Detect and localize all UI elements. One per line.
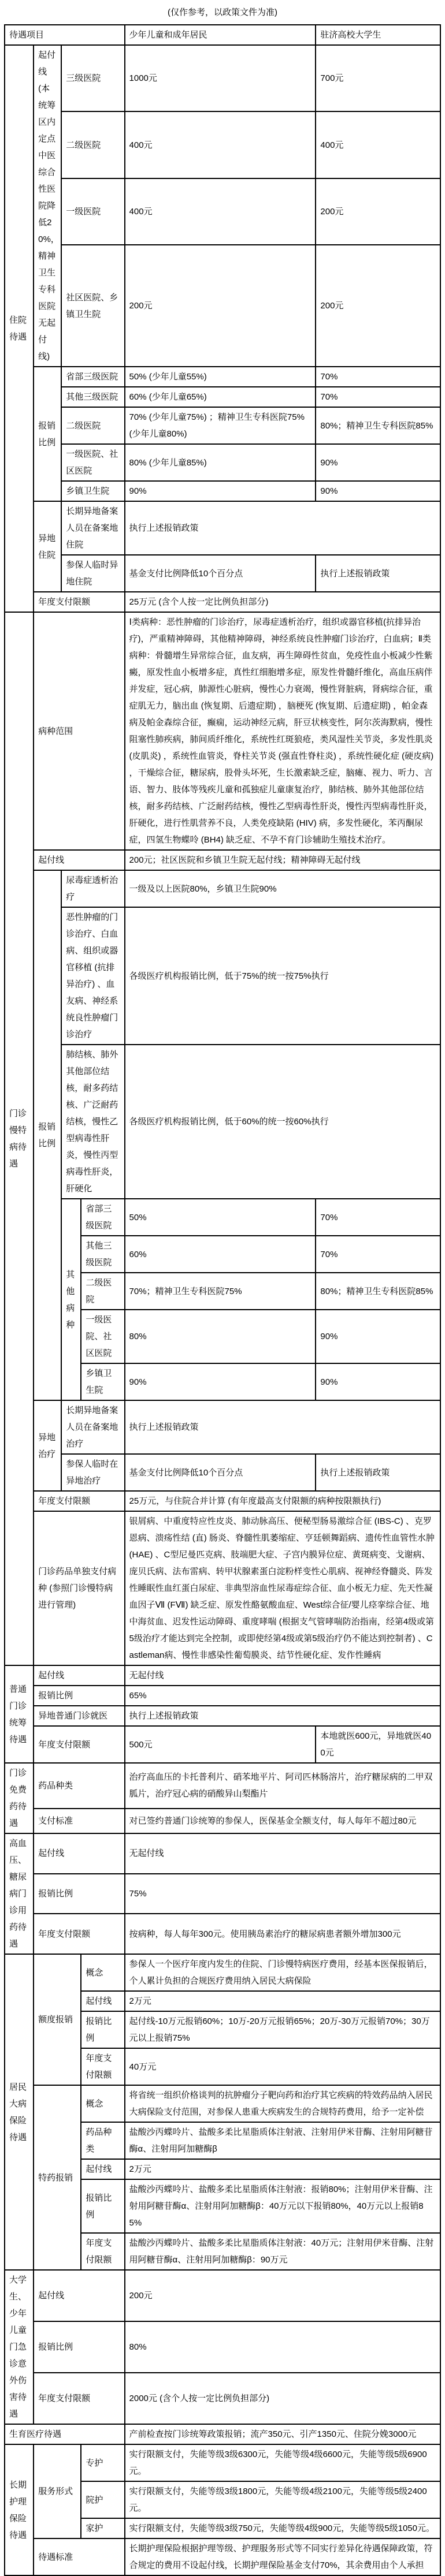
table-row <box>5 2373 440 2424</box>
table-row <box>5 407 440 444</box>
row-label: 一级医院、社区医院 <box>61 444 124 481</box>
row-label: 门诊药品单独支付病种 (参照门诊慢特病进行管理) <box>34 1511 124 1665</box>
table-row <box>5 1665 440 1686</box>
value-cell: 60% <box>125 1236 316 1273</box>
row-label: 三级医院 <box>61 45 124 111</box>
value-cell: 200元 <box>125 245 316 367</box>
value-cell: 70% <box>316 367 440 387</box>
row-label: 年度支付限额 <box>34 1726 124 1763</box>
value-cell: 参保人一个医疗年度内发生的住院、门诊慢特病医疗费用，经基本医保报销后，个人累计负担的合规医疗费用纳入居民大病保险 <box>125 1954 440 1991</box>
row-label: 起付线 <box>34 1665 124 1686</box>
row-label: 概念 <box>81 2085 124 2122</box>
table-row <box>5 481 440 501</box>
row-label: 长期异地备案人员在备案地住院 <box>61 501 124 555</box>
table-row <box>5 501 440 555</box>
value-cell: 40万元 <box>125 2048 440 2085</box>
value-cell: 200元 <box>316 178 440 245</box>
row-label: 报销比例 <box>34 367 61 501</box>
value-cell: 1000元 <box>125 45 316 111</box>
section-label: 大学生、少年儿童门急诊意外伤害待遇 <box>5 2270 34 2424</box>
table-row <box>5 2270 440 2321</box>
table-row <box>5 2085 440 2122</box>
row-label: 省部三级医院 <box>61 367 124 387</box>
value-cell: 50% <box>125 1199 316 1236</box>
row-label: 概念 <box>81 1954 124 1991</box>
row-label: 异地普通门诊就医 <box>34 1706 124 1726</box>
row-label: 年度支付限额 <box>81 2233 124 2270</box>
row-label: 一级医院 <box>61 178 124 245</box>
table-row <box>5 178 440 245</box>
table-row <box>5 1833 440 1874</box>
row-label: 药品种类 <box>81 2122 124 2159</box>
table-row <box>5 2444 440 2481</box>
row-label: 二级医院 <box>61 407 124 444</box>
value-cell: 基金支付比例降低10个百分点 <box>125 555 316 592</box>
value-cell: 400元 <box>125 111 316 178</box>
table-row <box>5 907 440 1045</box>
row-label: 年度支付限额 <box>34 1914 124 1954</box>
section-label: 门诊免费药待遇 <box>5 1763 34 1833</box>
value-cell: 实行限额支付，失能等级3级750元，失能等级4级900元，失能等级5级1050元。 <box>125 2518 440 2538</box>
benefits-table <box>4 24 441 2576</box>
value-cell: 对已签约普通门诊统筹的参保人，医保基金全额支付，每人每年不超过80元 <box>125 1809 440 1833</box>
row-label: 药品种类 <box>34 1763 124 1809</box>
section-label: 居民大病保险待遇 <box>5 1954 34 2270</box>
row-label: 其他三级医院 <box>81 1236 124 1273</box>
row-label: 乡镇卫生院 <box>61 481 124 501</box>
value-cell: 银屑病、中重度特应性皮炎、肺动脉高压、便秘型肠易激综合征 (IBS-C) 、克罗恩病、溃疡性结 (直) 肠炎、脊髓性肌萎缩症、亨廷顿舞蹈病、遗传性血管性水肿 (HAE) 、C型尼曼匹克病、肢端肥大症、子宫内膜异位症、黄斑病变、戈谢病、庞贝氏病、法布雷病、转甲状腺素蛋白淀粉样变性心肌病、视神经脊髓炎、阵发性睡眠性血红蛋白尿症、非典型溶血性尿毒症综合征、血小板无力症、先天性凝血因子Ⅶ (FⅦ) 缺乏症、原发性酪氨酸血症、West综合征/婴儿痉挛综合征、地中海贫血、迟发性运动障碍、重度哮喘 (根据支气管哮喘防治指南，经第4级或第5级治疗才能达到完全控制，或即使经第4级或第5级治疗仍不能达到控制者) 、Castleman病、慢性非感染性葡萄膜炎、结节性硬化症、发作性睡病 <box>125 1511 440 1665</box>
value-cell: 200元 <box>316 245 440 367</box>
value-cell: 90% <box>316 1310 440 1363</box>
table-row <box>5 870 440 907</box>
value-cell: Ⅰ类病种：恶性肿瘤的门诊治疗，尿毒症透析治疗，组织或器官移植(抗排异治疗)，严重精神障碍，其他精神障碍，神经系统良性肿瘤门诊治疗，白血病；Ⅱ类病种：骨髓增生异常综合征，血友病，再生障碍性贫血，免疫性血小板减少性紫癜，原发性血小板增多症，真性红细胞增多症，原发性骨髓纤维化，高血压病伴并发症，冠心病，肺源性心脏病，慢性心力衰竭，慢性肾脏病，肾病综合征，重症肌无力，脑出血 (恢复期、后遗症期) ，脑梗死 (恢复期、后遗症期) ，帕金森病及帕金森综合征，癫痫，运动神经元病，肝豆状核变性，阿尔茨海默病，慢性阻塞性肺疾病，肺间质纤维化，系统性红斑狼疮，类风湿性关节炎，多发性肌炎 (皮肌炎) ，系统性血管炎，脊柱关节炎 (强直性脊柱炎) ，系统性硬化症 (硬皮病) ，干燥综合征，糖尿病，股骨头坏死，生长激素缺乏症，脑瘫、视力、听力、言语、智力、肢体等残疾儿童和孤独症儿童康复治疗，肺结核、肺外其他部位结核，耐多药结核、广泛耐药结核，慢性乙型病毒性肝炎，慢性丙型病毒性肝炎，肝硬化，进行性肌营养不良，人类免疫缺陷 (HIV) 病，多发性硬化，苯丙酮尿症，四氢生物蝶呤 (BH4) 缺乏症、不孕不育门诊辅助生殖技术治疗。 <box>125 612 440 850</box>
value-cell: 无起付线 <box>125 1665 440 1686</box>
row-label: 专护 <box>81 2444 124 2481</box>
row-label: 报销比例 <box>34 1874 124 1914</box>
row-label: 异地住院 <box>34 501 61 592</box>
table-row <box>5 2538 440 2575</box>
value-cell: 200元 <box>125 2270 440 2321</box>
row-label: 恶性肿瘤的门诊治疗、白血病、组织或器官移植 (抗排异治疗) 、血友病、神经系统良性肿瘤门诊治疗 <box>61 907 124 1045</box>
value-cell: 按病种，每人每年300元。使用胰岛素治疗的糖尿病患者额外增加300元 <box>125 1914 440 1954</box>
value-cell: 90% <box>316 1363 440 1400</box>
table-row <box>5 1686 440 1706</box>
row-label: 省部三级医院 <box>81 1199 124 1236</box>
table-row <box>5 1914 440 1954</box>
value-cell: 盐酸沙丙蝶呤片、盐酸多柔比星脂质体注射液：报销80%；注射用伊米苷酶、注射用阿糖苷酶α、注射用阿加糖酶β：40万元以下报销80%，40万元以上报销85% <box>125 2179 440 2233</box>
table-row <box>5 367 440 387</box>
table-row <box>5 387 440 407</box>
row-label: 起付线 (本统筹区内定点中医综合性医院降低20%，精神卫生专科医院无起付线) <box>34 45 61 367</box>
section-label: 高血压、糖尿病门诊用药待遇 <box>5 1833 34 1954</box>
row-label: 年度支付限额 <box>81 2048 124 2085</box>
table-row <box>5 2321 440 2373</box>
table-row <box>5 1874 440 1914</box>
row-label: 年度支付限额 <box>34 1491 124 1511</box>
table-row <box>5 1726 440 1763</box>
section-label: 普通门诊统筹待遇 <box>5 1665 34 1763</box>
value-cell: 90% <box>316 444 440 481</box>
row-label: 服务形式 <box>34 2444 81 2538</box>
value-cell: 各级医疗机构报销比例，低于75%的统一按75%执行 <box>125 907 440 1045</box>
value-cell: 80%；精神卫生专科医院85% <box>316 1273 440 1310</box>
value-cell: 70%；精神卫生专科医院75% <box>125 1273 316 1310</box>
value-cell: 执行上述报销政策 <box>316 1454 440 1491</box>
value-cell: 400元 <box>316 111 440 178</box>
value-cell: 75% <box>125 1874 440 1914</box>
value-cell: 基金支付比例降低10个百分点 <box>125 1454 316 1491</box>
value-cell: 将省统一组织价格谈判的抗肿瘤分子靶向药和治疗其它疾病的特效药品纳入居民大病保险支付范围，对参保人患重大疾病发生的合规特药费用，给予一定补偿 <box>125 2085 440 2122</box>
row-label: 异地治疗 <box>34 1400 61 1491</box>
table-row <box>5 1706 440 1726</box>
table-row <box>5 592 440 612</box>
value-cell: 70% <box>316 1236 440 1273</box>
table-row <box>5 245 440 367</box>
value-cell: 80% <box>125 2321 440 2373</box>
value-cell: 70% <box>316 387 440 407</box>
table-row <box>5 25 440 45</box>
row-label: 报销比例 <box>34 2321 124 2373</box>
value-cell: 80% (少年儿童85%) <box>125 444 316 481</box>
row-label: 院护 <box>81 2481 124 2518</box>
column-header: 驻济高校大学生 <box>316 25 440 45</box>
table-row <box>5 850 440 870</box>
table-row <box>5 1400 440 1454</box>
value-cell: 一级及以上医院80%，乡镇卫生院90% <box>125 870 440 907</box>
table-row <box>5 444 440 481</box>
row-label: 长期异地备案人员在备案地治疗 <box>61 1400 124 1454</box>
value-cell: 执行上述报销政策 <box>316 555 440 592</box>
column-header: 少年儿童和成年居民 <box>125 25 316 45</box>
row-label: 报销比例 <box>81 2179 124 2233</box>
table-row <box>5 1763 440 1809</box>
page-title: (仅作参考，以政策文件为准) <box>168 8 277 17</box>
value-cell: 80%；精神卫生专科医院85% <box>316 407 440 444</box>
row-label: 报销比例 <box>34 1686 124 1706</box>
section-label: 门诊慢特病待遇 <box>5 612 34 1665</box>
section-label: 住院待遇 <box>5 45 34 612</box>
value-cell: 70% (少年儿童75%) ；精神卫生专科医院75% (少年儿童80%) <box>125 407 316 444</box>
row-label: 参保人临时在异地治疗 <box>61 1454 124 1491</box>
row-label: 额度报销 <box>34 1954 81 2085</box>
table-row <box>5 1511 440 1665</box>
value-cell: 2万元 <box>125 1991 440 2011</box>
value-cell: 执行上述报销政策 <box>125 1706 440 1726</box>
row-label: 乡镇卫生院 <box>81 1363 124 1400</box>
value-cell: 本地就医600元，异地就医400元 <box>316 1726 440 1763</box>
value-cell: 90% <box>125 1363 316 1400</box>
table-row <box>5 1454 440 1491</box>
table-row <box>5 555 440 592</box>
value-cell: 治疗高血压的卡托普利片、硝苯地平片、阿司匹林肠溶片，治疗糖尿病的二甲双胍片，治疗冠心病的硝酸异山梨酯片 <box>125 1763 440 1809</box>
value-cell: 实行限额支付，失能等级3级1800元，失能等级4级2100元，失能等级5级2400元。 <box>125 2481 440 2518</box>
value-cell: 700元 <box>316 45 440 111</box>
value-cell: 25万元 (含个人按一定比例负担部分) <box>125 592 440 612</box>
table-row <box>5 45 440 111</box>
row-label: 其他病种 <box>61 1199 81 1400</box>
row-label: 年度支付限额 <box>34 592 124 612</box>
row-label: 报销比例 <box>34 870 61 1400</box>
value-cell: 产前检查按门诊统筹政策报销；流产350元、引产1350元、住院分娩3000元 <box>125 2424 440 2444</box>
table-row <box>5 1809 440 1833</box>
value-cell: 65% <box>125 1686 440 1706</box>
row-label: 一级医院、社区医院 <box>81 1310 124 1363</box>
section-label: 生育医疗待遇 <box>5 2424 125 2444</box>
row-label: 起付线 <box>34 1833 124 1874</box>
section-label: 长期护理保险待遇 <box>5 2444 34 2575</box>
value-cell: 200元；社区医院和乡镇卫生院无起付线；精神障碍无起付线 <box>125 850 440 870</box>
row-label: 起付线 <box>81 1991 124 2011</box>
value-cell: 执行上述报销政策 <box>125 501 440 555</box>
table-row <box>5 2424 440 2444</box>
value-cell: 盐酸沙丙蝶呤片、盐酸多柔比星脂质体注射液、注射用伊米苷酶、注射用阿糖苷酶α、注射用阿加糖酶β <box>125 2122 440 2159</box>
value-cell: 400元 <box>125 178 316 245</box>
value-cell: 长期护理保险根据护理等级、护理服务形式等不同实行差异化待遇保障政策，符合规定的费用不设起付线，长期护理保险基金支付70%，其余费用由个人承担 <box>125 2538 440 2575</box>
value-cell: 25万元，与住院合并计算 (有年度最高支付限额的病种按限额执行) <box>125 1491 440 1511</box>
row-label: 尿毒症透析治疗 <box>61 870 124 907</box>
value-cell: 无起付线 <box>125 1833 440 1874</box>
table-row <box>5 1199 440 1236</box>
row-label: 年度支付限额 <box>34 2373 124 2424</box>
value-cell: 50% (少年儿童55%) <box>125 367 316 387</box>
value-cell: 各级医疗机构报销比例，低于60%的统一按60%执行 <box>125 1045 440 1199</box>
row-label: 待遇标准 <box>34 2538 124 2575</box>
value-cell: 盐酸沙丙蝶呤片、盐酸多柔比星脂质体注射液：40万元；注射用伊米苷酶、注射用阿糖苷酶α、注射用阿加糖酶β：90万元 <box>125 2233 440 2270</box>
value-cell: 执行上述报销政策 <box>125 1400 440 1454</box>
value-cell: 90% <box>316 481 440 501</box>
value-cell: 80% <box>125 1310 316 1363</box>
row-label: 报销比例 <box>81 2011 124 2048</box>
value-cell: 2000元 (含个人按一定比例负担部分) <box>125 2373 440 2424</box>
row-label: 肺结核、肺外其他部位结核，耐多药结核、广泛耐药结核，慢性乙型病毒性肝炎，慢性丙型病毒性肝炎，肝硬化 <box>61 1045 124 1199</box>
table-row <box>5 1954 440 1991</box>
row-label: 起付线 <box>34 2270 124 2321</box>
value-cell: 70% <box>316 1199 440 1236</box>
value-cell: 90% <box>125 481 316 501</box>
row-label: 家护 <box>81 2518 124 2538</box>
row-label: 支付标准 <box>34 1809 124 1833</box>
value-cell: 2万元 <box>125 2159 440 2179</box>
value-cell: 500元 <box>125 1726 316 1763</box>
value-cell: 60% (少年儿童65%) <box>125 387 316 407</box>
value-cell: 起付线-10万元报销60%；10万-20万元报销65%；20万-30万元报销70%；30万元以上报销75% <box>125 2011 440 2048</box>
row-label: 参保人临时异地住院 <box>61 555 124 592</box>
row-label: 起付线 <box>81 2159 124 2179</box>
table-row <box>5 1491 440 1511</box>
column-header: 待遇项目 <box>5 25 125 45</box>
table-row <box>5 1045 440 1199</box>
table-row <box>5 612 440 850</box>
row-label: 其他三级医院 <box>61 387 124 407</box>
row-label: 特药报销 <box>34 2085 81 2270</box>
table-row <box>5 111 440 178</box>
row-label: 社区医院、乡镇卫生院 <box>61 245 124 367</box>
table-body <box>5 25 440 2575</box>
row-label: 二级医院 <box>81 1273 124 1310</box>
row-label: 起付线 <box>34 850 124 870</box>
row-label: 二级医院 <box>61 111 124 178</box>
row-label: 病种范围 <box>34 612 124 850</box>
value-cell: 实行限额支付，失能等级3级6300元，失能等级4级6600元，失能等级5级6900元。 <box>125 2444 440 2481</box>
